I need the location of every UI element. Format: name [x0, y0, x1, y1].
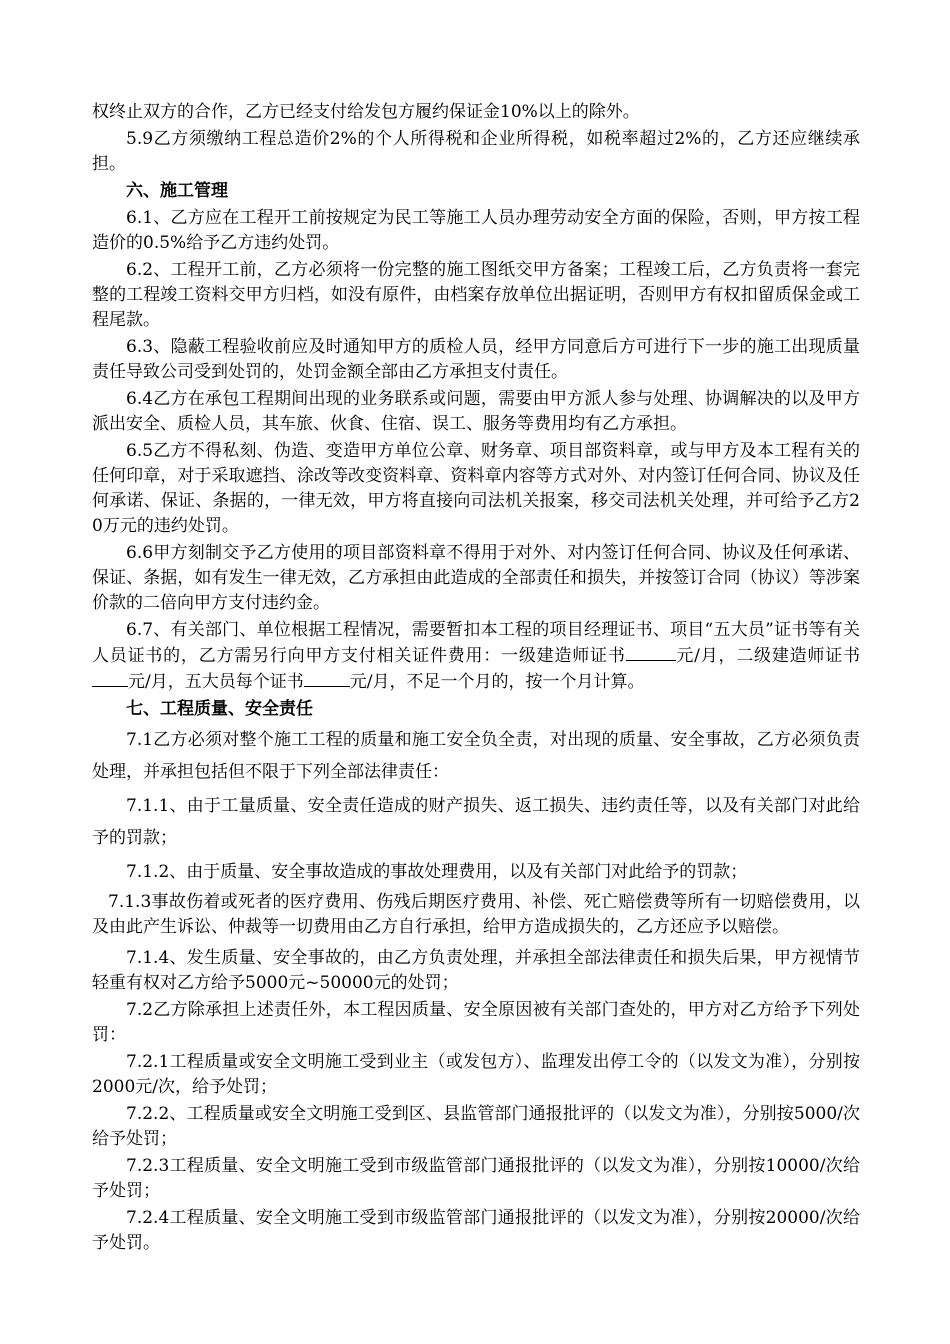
document-body — [92, 100, 860, 1258]
paragraph-continuation: 权终止双方的合作，乙方已经支付给发包方履约保证金10%以上的除外。 — [92, 102, 640, 122]
paragraph-5-9: 5.9乙方须缴纳工程总造价2%的个人所得税和企业所得税，如税率超过2%的，乙方还应继续承担。 — [92, 129, 860, 174]
paragraph-7-2-3: 7.2.3工程质量、安全文明施工受到市级监管部门通报批评的（以发文为准），分别按10000/次给予处罚； — [92, 1156, 860, 1201]
paragraph-6-6: 6.6甲方刻制交予乙方使用的项目部资料章不得用于对外、对内签订任何合同、协议及任何承诺、保证、条据，如有发生一律无效，乙方承担由此造成的全部责任和损失，并按签订合同（协议）等涉案价款的二倍向甲方支付违约金。 — [92, 543, 860, 613]
fill-blank-first-class-certificate — [626, 643, 676, 661]
fill-blank-second-class-certificate — [92, 669, 128, 687]
paragraph-6-7-part-c: 元/月，五大员每个证书 — [128, 672, 304, 692]
paragraph-7-1-2: 7.1.2、由于质量、安全事故造成的事故处理费用，以及有关部门对此给予的罚款； — [126, 862, 748, 882]
section-heading-6: 六、施工管理 — [126, 181, 228, 201]
paragraph-6-7-part-b: 元/月，二级建造师证书 — [675, 646, 860, 666]
paragraph-6-1: 6.1、乙方应在工程开工前按规定为民工等施工人员办理劳动安全方面的保险，否则，甲方按工程造价的0.5%给予乙方违约处罚。 — [92, 208, 860, 253]
paragraph-7-1: 7.1乙方必须对整个施工工程的质量和施工安全负全责，对出现的质量、安全事故，乙方必须负责处理，并承担包括但不限于下列全部法律责任： — [92, 730, 860, 782]
paragraph-6-4: 6.4乙方在承包工程期间出现的业务联系或问题，需要由甲方派人参与处理、协调解决的以及甲方派出安全、质检人员，其车旅、伙食、住宿、误工、服务等费用均有乙方承担。 — [92, 389, 860, 434]
paragraph-7-1-4: 7.1.4、发生质量、安全事故的，由乙方负责处理，并承担全部法律责任和损失后果，甲方视情节轻重有权对乙方给予5000元~50000元的处罚； — [92, 948, 860, 993]
paragraph-7-2: 7.2乙方除承担上述责任外，本工程因质量、安全原因被有关部门查处的，甲方对乙方给予下列处罚： — [92, 1000, 860, 1045]
paragraph-7-2-4: 7.2.4工程质量、安全文明施工受到市级监管部门通报批评的（以发文为准），分别按20000/次给予处罚。 — [92, 1208, 860, 1253]
paragraph-7-1-1: 7.1.1、由于工量质量、安全责任造成的财产损失、返工损失、违约责任等，以及有关部门对此给予的罚款； — [92, 796, 860, 848]
paragraph-6-7-part-a: 6.7、有关部门、单位根据工程情况，需要暂扣本工程的项目经理证书、项目“五大员”证书等有关人员证书的，乙方需另行向甲方支付相关证件费用：一级建造师证书 — [92, 620, 860, 666]
paragraph-6-7-part-d: 元/月，不足一个月的，按一个月计算。 — [349, 672, 645, 692]
section-heading-7: 七、工程质量、安全责任 — [126, 699, 313, 719]
paragraph-7-1-3: 7.1.3事故伤着或死者的医疗费用、伤残后期医疗费用、补偿、死亡赔偿费等所有一切赔偿费用，以及由此产生诉讼、仲裁等一切费用由乙方自行承担，给甲方造成损失的，乙方还应予以赔偿。 — [92, 892, 860, 937]
paragraph-6-7 — [92, 618, 860, 695]
paragraph-6-2: 6.2、工程开工前，乙方必须将一份完整的施工图纸交甲方备案；工程竣工后，乙方负责将一套完整的工程竣工资料交甲方归档，如没有原件，由档案存放单位出据证明，否则甲方有权扣留质保金或工程尾款。 — [92, 260, 860, 330]
paragraph-6-3: 6.3、隐蔽工程验收前应及时通知甲方的质检人员，经甲方同意后方可进行下一步的施工出现质量责任导致公司受到处罚的，处罚金额全部由乙方承担支付责任。 — [92, 337, 860, 382]
paragraph-7-2-2: 7.2.2、工程质量或安全文明施工受到区、县监管部门通报批评的（以发文为准），分别按5000/次给予处罚； — [92, 1104, 860, 1149]
paragraph-7-2-1: 7.2.1工程质量或安全文明施工受到业主（或发包方）、监理发出停工令的（以发文为准），分别按2000元/次，给予处罚； — [92, 1052, 860, 1097]
fill-blank-five-staff-certificate — [304, 669, 350, 687]
paragraph-6-5: 6.5乙方不得私刻、伪造、变造甲方单位公章、财务章、项目部资料章，或与甲方及本工程有关的任何印章，对于采取遮挡、涂改等改变资料章、资料章内容等方式对外、对内签订任何合同、协议及任何承诺、保证、条据的，一律无效，甲方将直接向司法机关报案，移交司法机关处理，并可给予乙方20万元的违约处罚。 — [92, 441, 860, 536]
